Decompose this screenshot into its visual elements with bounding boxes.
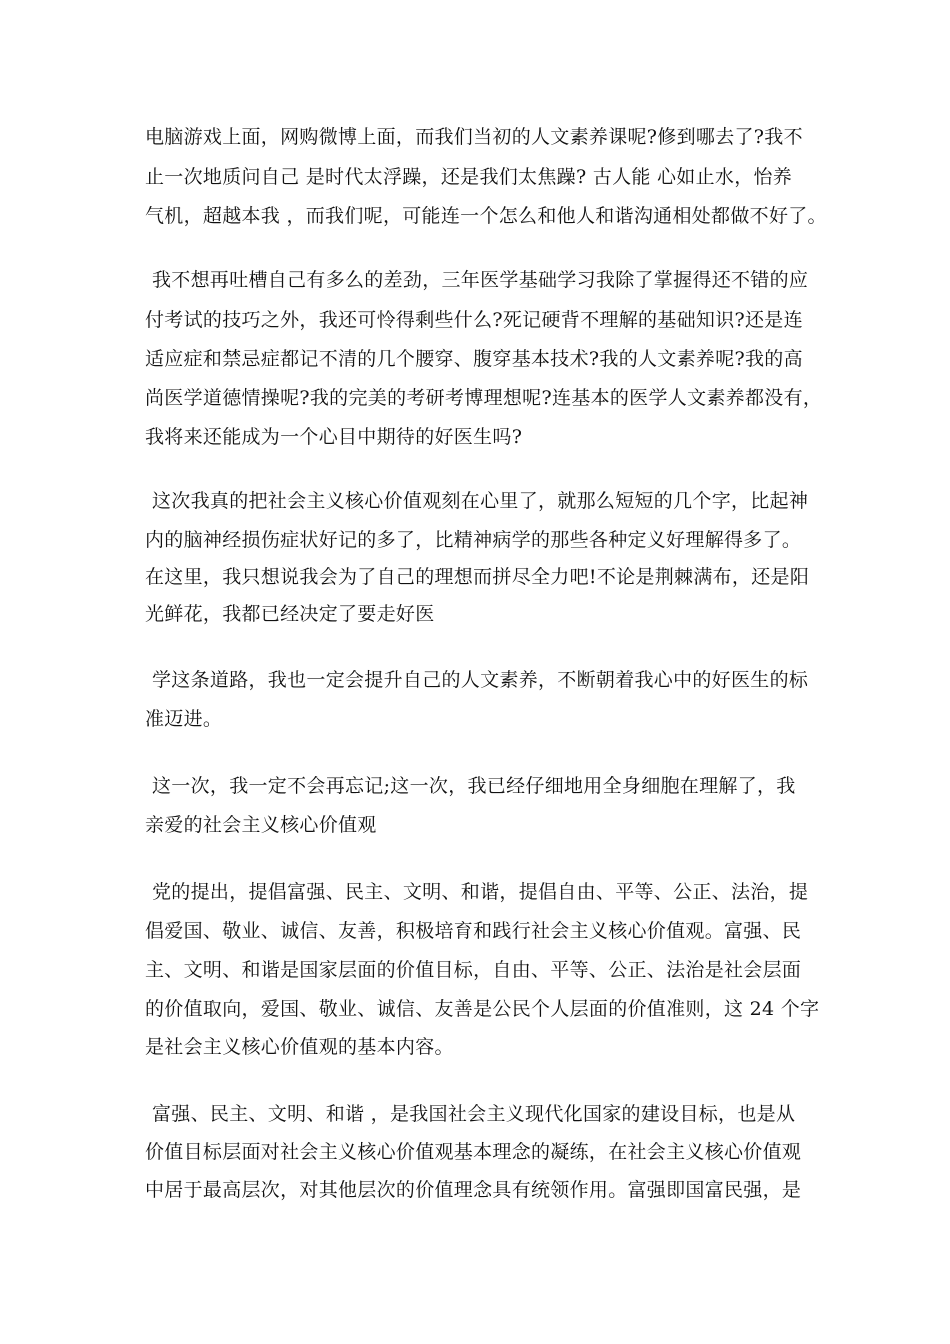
text-line: 准迈进。: [145, 708, 223, 730]
text-line: 我不想再吐槽自己有多么的差劲，三年医学基础学习我除了掌握得还不错的应: [152, 269, 809, 291]
text-line: 这一次，我一定不会再忘记;这一次，我已经仔细地用全身细胞在理解了，我: [152, 775, 796, 797]
text-line: 内的脑神经损伤症状好记的多了，比精神病学的那些各种定义好理解得多了。: [145, 529, 802, 551]
text-line: 这次我真的把社会主义核心价值观刻在心里了，就那么短短的几个字，比起神: [152, 490, 809, 512]
text-line: 在这里，我只想说我会为了自己的理想而拼尽全力吧!不论是荆棘满布，还是阳: [145, 566, 810, 588]
text-line: 的价值取向，爱国、敬业、诚信、友善是公民个人层面的价值准则，这 24 个字: [145, 998, 820, 1020]
text-line: 光鲜花，我都已经决定了要走好医: [145, 603, 435, 625]
text-line: 电脑游戏上面，网购微博上面，而我们当初的人文素养课呢?修到哪去了?我不: [145, 126, 803, 148]
text-line: 我将来还能成为一个心目中期待的好医生吗?: [145, 426, 523, 448]
text-line: 尚医学道德情操呢?我的完美的考研考博理想呢?连基本的医学人文素养都没有，: [145, 387, 823, 409]
text-line: 是社会主义核心价值观的基本内容。: [145, 1036, 454, 1058]
text-line: 价值目标层面对社会主义核心价值观基本理念的凝练，在社会主义核心价值观: [145, 1141, 802, 1163]
text-line: 气机，超越本我 ，而我们呢，可能连一个怎么和他人和谐沟通相处都做不好了。: [145, 205, 827, 227]
text-line: 止一次地质问自己 是时代太浮躁，还是我们太焦躁? 古人能 心如止水，怡养: [145, 166, 793, 188]
text-line: 主、文明、和谐是国家层面的价值目标，自由、平等、公正、法治是社会层面: [145, 959, 802, 981]
text-line: 适应症和禁忌症都记不清的几个腰穿、腹穿基本技术?我的人文素养呢?我的高: [145, 348, 803, 370]
text-line: 党的提出，提倡富强、民主、文明、和谐，提倡自由、平等、公正、法治，提: [152, 881, 809, 903]
text-line: 付考试的技巧之外，我还可怜得剩些什么?死记硬背不理解的基础知识?还是连: [145, 309, 803, 331]
text-line: 亲爱的社会主义核心价值观: [145, 814, 377, 836]
text-line: 中居于最高层次，对其他层次的价值理念具有统领作用。富强即国富民强，是: [145, 1179, 802, 1201]
text-line: 学这条道路，我也一定会提升自己的人文素养，不断朝着我心中的好医生的标: [152, 669, 809, 691]
text-line: 富强、民主、文明、和谐 ，是我国社会主义现代化国家的建设目标，也是从: [152, 1103, 796, 1125]
text-line: 倡爱国、敬业、诚信、友善，积极培育和践行社会主义核心价值观。富强、民: [145, 920, 802, 942]
